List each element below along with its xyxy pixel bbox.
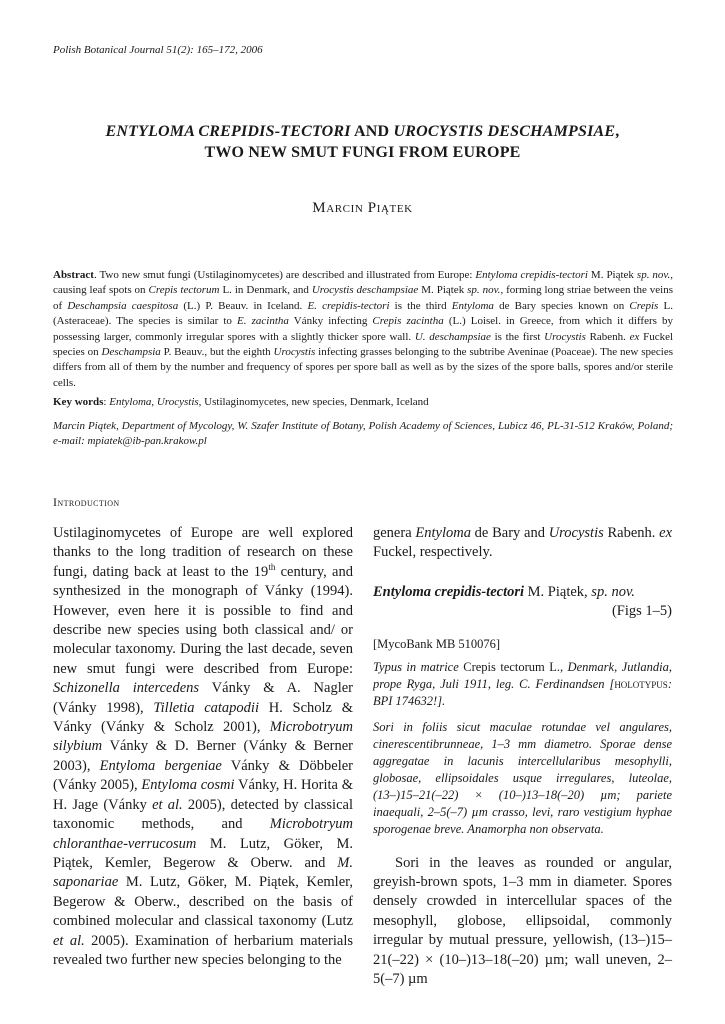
abstract-italic: Entyloma	[451, 299, 494, 312]
abstract-text: de Bary species known on	[493, 299, 630, 312]
mycobank-number: [MycoBank MB 510076]	[373, 636, 501, 651]
species-status: sp. nov.	[591, 583, 635, 600]
abstract-italic: Deschampsia	[101, 346, 161, 359]
keywords-label: Key words	[53, 396, 104, 408]
abstract-italic: Crepis zacintha	[372, 315, 444, 328]
abstract-italic: Deschampsia caespitosa	[67, 299, 179, 312]
typus-holotypus: holotypus	[614, 676, 668, 691]
intro-italic: et al.	[53, 932, 85, 949]
intro-text: Ustilaginomycetes of Europe are well explored thanks to the long tradition of research on these fungi, dating back at least to the 19	[53, 525, 353, 580]
abstract-italic: ex	[629, 330, 640, 343]
intro-text: Vánky & D. Berner (Vánky & Berner 2003),	[53, 738, 353, 774]
author-name: Marcin Piątek	[312, 200, 413, 216]
abstract-text: infecting grasses belonging to the subtribe Aveninae (Poaceae). The new species differs from all of them by the number and frequency of spores per spore ball as well as by the sizes of the spore balls, spores and/or sterile cells.	[53, 346, 673, 389]
title-line-2: TWO NEW SMUT FUNGI FROM EUROPE	[204, 144, 521, 161]
abstract-italic: Urocystis deschampsiae	[311, 284, 419, 297]
intro-text: M. Lutz, Göker, M. Piątek, Kemler, Begerow & Oberw., described on the basis of combined molecular and classical taxonomy (Lutz	[53, 874, 353, 930]
description-paragraph: Sori in the leaves as rounded or angular, greyish-brown spots, 1–3 mm in diameter. Spores densely crowded in intercellular spaces of the mesophyll, globose, ellipsoidal, commonly irregular by mutual pressure, yellowish, (13–)15–21(–22) × (10–)13–18(–20) µm; wall uneven, 2–5(–7) µm	[373, 854, 672, 988]
abstract-italic: Crepis tectorum	[148, 284, 220, 297]
intro-italic: Entyloma cosmi	[141, 777, 235, 794]
abstract-italic: U. deschampsiae	[414, 330, 491, 343]
abstract-italic: E. zacintha	[237, 315, 289, 328]
intro-italic: Schizonella intercedens	[53, 680, 200, 697]
abstract-label: Abstract	[53, 269, 94, 281]
abstract-italic: sp. nov.	[467, 284, 501, 297]
title-and: AND	[350, 123, 394, 140]
typus-paragraph	[373, 659, 672, 710]
species-name: Entyloma crepidis-tectori	[373, 583, 525, 600]
keywords-text: ,	[151, 396, 157, 408]
typus-italic: Typus in matrice	[373, 659, 459, 674]
typus-text: Crepis tectorum L.	[458, 659, 560, 674]
abstract-text: (L.) Loisel. in Greece, from which it differs by possessing larger, commonly irregular spores with a slightly thicker spore wall.	[53, 315, 673, 343]
intro-italic: Microbotryum silybium	[53, 719, 353, 755]
title-species-1: ENTYLOMA CREPIDIS-TECTORI	[105, 123, 351, 140]
abstract	[53, 268, 673, 391]
intro-continuation	[373, 524, 672, 563]
title-species-2: UROCYSTIS DESCHAMPSIAE	[393, 123, 616, 140]
right-text: genera	[373, 525, 416, 541]
intro-italic: Entyloma bergeniae	[99, 757, 222, 774]
keywords-italic: Entyloma	[109, 396, 152, 408]
intro-italic: Tilletia catapodii	[153, 699, 259, 716]
species-author: M. Piątek,	[524, 583, 592, 600]
abstract-text: is the first	[490, 330, 545, 343]
intro-italic: M. saponariae	[53, 854, 353, 891]
latin-diagnosis: Sori in foliis sicut maculae rotundae vel angulares, cinerescentibrunneae, 1–3 mm diametro. Sporae dense aggregatae in lacunis intercellularibus mesophylli, globosae, ellipsoidales usque irregulares, luteolae, (13–)15–21(–22) × (10–)13–18(–20) µm; pariete inaequali, 2–5(–7) µm crasso, levi, raro vestigium hyphae sporogenae breve. Anamorpha non observata.	[373, 719, 672, 836]
abstract-text: P. Beauv., but the eighth	[160, 346, 274, 359]
intro-text: Vánky, H. Horita & H. Jage (Vánky	[53, 777, 353, 813]
right-italic: Urocystis	[548, 525, 604, 541]
keywords-italic: Urocystis	[156, 396, 199, 408]
abstract-text: is the third	[389, 299, 452, 312]
abstract-italic: sp. nov.	[636, 269, 671, 281]
abstract-italic: E. crepidis-tectori	[307, 299, 390, 312]
article-title	[40, 121, 685, 163]
species-heading	[373, 583, 672, 602]
right-text: Fuckel, respectively.	[373, 544, 493, 561]
introduction-paragraph	[53, 524, 353, 970]
journal-citation: Polish Botanical Journal 51(2): 165–172, 2006	[53, 44, 263, 56]
abstract-italic: Urocystis	[544, 330, 586, 343]
abstract-text: (L.) P. Beauv. in Iceland.	[178, 299, 308, 312]
intro-text: 2005), detected by classical taxonomic methods, and	[53, 796, 353, 833]
abstract-text: . Two new smut fungi (Ustilaginomycetes) are described and illustrated from Europe:	[93, 269, 476, 281]
right-italic: Entyloma	[415, 525, 471, 541]
keywords	[53, 395, 673, 410]
intro-italic: et al.	[152, 796, 183, 813]
author-address: Marcin Piątek, Department of Mycology, W. Szafer Institute of Botany, Polish Academy of Sciences, Lubicz 46, PL-31-512 Kraków, Poland; e-mail: mpiatek@ib-pan.krakow.pl	[53, 420, 673, 447]
typus-italic: : BPI 174632!].	[373, 676, 672, 708]
abstract-italic: Entyloma crepidis-tectori	[475, 269, 588, 281]
abstract-text: L. in Denmark, and	[219, 284, 312, 297]
abstract-text: Rabenh.	[585, 330, 630, 343]
right-text: Rabenh.	[603, 525, 660, 541]
keywords-text: :	[103, 396, 110, 408]
keywords-text: , Ustilaginomycetes, new species, Denmark, Iceland	[198, 396, 429, 408]
abstract-text: M. Piątek	[587, 269, 637, 281]
abstract-text: L. (Asteraceae). The species is similar to	[53, 299, 673, 328]
abstract-text: M. Piątek	[418, 284, 468, 297]
right-column	[373, 524, 672, 989]
abstract-italic: Urocystis	[273, 346, 316, 359]
section-heading-introduction: Introduction	[53, 495, 120, 509]
figure-reference: (Figs 1–5)	[611, 603, 672, 620]
intro-text: Vánky & Döbbeler (Vánky 2005),	[53, 757, 354, 794]
abstract-text: , causing leaf spots on	[53, 269, 673, 297]
abstract-text: Fuckel species on	[53, 330, 674, 359]
intro-text: H. Scholz & Vánky (Vánky & Scholz 2001),	[53, 699, 353, 736]
typus-italic: , Denmark, Jutlandia, prope Ryga, Juli 1911, leg. C. Ferdinandsen [	[373, 659, 672, 691]
intro-superscript: th	[268, 561, 276, 572]
title-comma: ,	[615, 123, 620, 140]
right-italic: ex	[659, 525, 673, 541]
abstract-italic: Crepis	[629, 299, 659, 312]
intro-text: M. Lutz, Göker, M. Piątek, Kemler, Begerow & Oberw. and	[53, 835, 353, 871]
intro-text: 2005). Examination of herbarium materials revealed two further new species belonging to the	[53, 932, 353, 968]
intro-italic: Microbotryum chloranthae-verrucosum	[53, 816, 353, 852]
intro-text: Vánky & A. Nagler (Vánky 1998),	[53, 680, 354, 716]
abstract-text: , forming long striae between the veins of	[53, 284, 674, 312]
right-text: de Bary and	[470, 525, 549, 541]
abstract-text: Vánky infecting	[288, 315, 373, 328]
intro-text: century, and synthesized in the monograph of Vánky (1994). However, even here it is possible to find and describe new species using both classical and/ or molecular taxonomy. During the last decade, seven new smut fungi were described from Europe:	[53, 563, 353, 677]
